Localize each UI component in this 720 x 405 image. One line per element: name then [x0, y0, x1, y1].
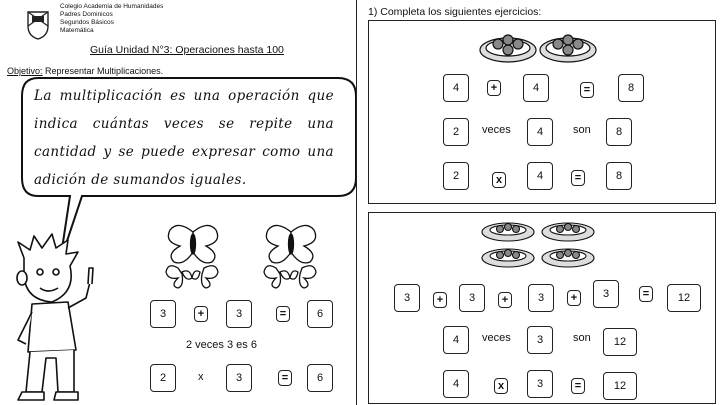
ex1-veces-value: 4	[527, 118, 553, 146]
ex2-product-times: x	[494, 378, 508, 394]
example-product-factor-2: 3	[226, 364, 252, 392]
ex2-sum-equals: =	[639, 286, 653, 302]
school-subject: Matemática	[60, 27, 94, 34]
ex2-product-equals: =	[571, 378, 585, 394]
boy-illustration-icon	[6, 232, 98, 404]
ex2-veces-result: 12	[603, 328, 637, 356]
ex1-sum-addend-1: 4	[443, 74, 469, 102]
example-product-factor-1: 2	[150, 364, 176, 392]
ex2-veces-word: veces	[482, 332, 511, 344]
ex1-veces-result: 8	[606, 118, 632, 146]
example-sum-result: 6	[307, 300, 333, 328]
example-sum-addend-1: 3	[150, 300, 176, 328]
ex2-veces-count: 4	[443, 326, 469, 354]
ex2-veces-value: 3	[527, 326, 553, 354]
butterflies-icon	[160, 222, 226, 290]
fruit-plates-icon	[478, 24, 598, 64]
ex1-sum-addend-2: 4	[523, 74, 549, 102]
definition-text: La multiplicación es una operación que indica cuántas veces se repite una cantidad y se puede expresar como una adición de sumandos iguales.	[34, 88, 334, 188]
ex1-sum-result: 8	[618, 74, 644, 102]
ex1-product-times: x	[492, 172, 506, 188]
example-product-result: 6	[307, 364, 333, 392]
school-crest-icon	[26, 10, 50, 40]
ex2-product-factor-2: 3	[527, 370, 553, 398]
ex2-sum-addend-3: 3	[528, 284, 554, 312]
ex1-veces-count: 2	[443, 118, 469, 146]
ex1-product-factor-2: 4	[527, 162, 553, 190]
school-name: Colegio Academia de Humanidades	[60, 3, 164, 10]
fruit-plates-icon	[478, 218, 598, 274]
ex1-sum-plus: +	[487, 80, 501, 96]
example-product-times: x	[198, 371, 204, 383]
ex1-product-factor-1: 2	[443, 162, 469, 190]
exercise-title: 1) Completa los siguientes ejercicios:	[368, 6, 542, 18]
ex2-product-result: 12	[603, 372, 637, 400]
ex2-sum-addend-4: 3	[593, 280, 619, 308]
guide-title: Guía Unidad N°3: Operaciones hasta 100	[90, 44, 284, 56]
ex2-son-word: son	[573, 332, 591, 344]
example-sum-equals: =	[276, 306, 290, 322]
ex1-son-word: son	[573, 124, 591, 136]
ex1-product-equals: =	[571, 170, 585, 186]
ex1-sum-equals: =	[580, 82, 594, 98]
example-sum-addend-2: 3	[226, 300, 252, 328]
example-sum-plus: +	[194, 306, 208, 322]
example-product-equals: =	[278, 370, 292, 386]
school-header	[60, 3, 163, 35]
ex2-sum-addend-1: 3	[394, 284, 420, 312]
ex2-sum-result: 12	[667, 284, 701, 312]
objective-label: Objetivo:	[7, 66, 43, 76]
objective-text: Representar Multiplicaciones.	[42, 66, 164, 76]
school-order: Padres Dominicos	[60, 11, 113, 18]
ex2-sum-plus-2: +	[498, 292, 512, 308]
butterflies-icon	[258, 222, 324, 290]
school-grade: Segundos Básicos	[60, 19, 114, 26]
ex2-sum-plus-1: +	[433, 292, 447, 308]
ex2-sum-plus-3: +	[567, 290, 581, 306]
ex1-veces-word: veces	[482, 124, 511, 136]
page-divider	[356, 0, 357, 405]
ex2-product-factor-1: 4	[443, 370, 469, 398]
ex2-sum-addend-2: 3	[459, 284, 485, 312]
example-sentence: 2 veces 3 es 6	[186, 339, 257, 351]
ex1-product-result: 8	[606, 162, 632, 190]
